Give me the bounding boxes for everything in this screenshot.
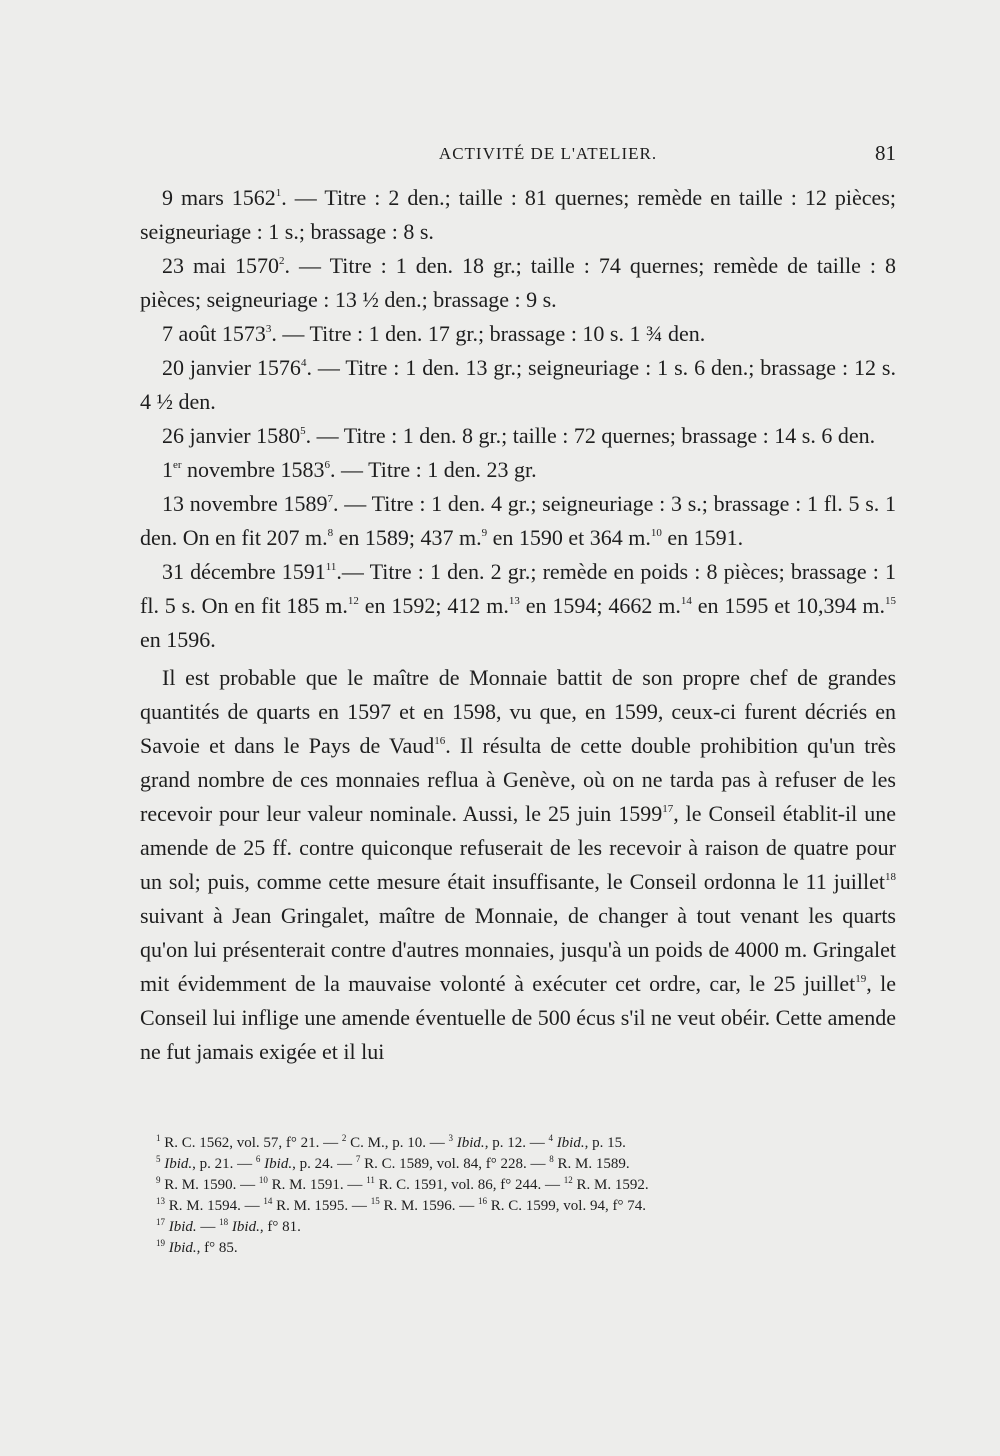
entry-date: 13 novembre 1589 xyxy=(162,491,328,516)
footnote-line xyxy=(156,1238,806,1259)
footnote-number: 13 xyxy=(156,1196,165,1206)
footnote-text: R. M. 1589. xyxy=(553,1156,630,1172)
footnotes xyxy=(156,1133,806,1259)
footnote-text: , p. 24. — xyxy=(292,1156,356,1172)
entry-text: en 1594; 4662 m. xyxy=(519,593,681,618)
footnote-ref: 12 xyxy=(347,595,359,607)
entry-date: 31 décembre 1591 xyxy=(162,559,326,584)
paragraph-text: , le Conseil lui inflige une amende éventuelle de 500 écus s'il ne veut obéir. Cette amende ne fut jamais exigée et il lui xyxy=(140,971,897,1064)
footnote-ref: 7 xyxy=(327,493,333,505)
footnote-ref: 8 xyxy=(327,527,334,539)
entry-text: en 1590 et 364 m. xyxy=(487,525,651,550)
footnote-ref: 9 xyxy=(481,527,488,539)
entry-1583 xyxy=(140,453,896,487)
footnote-text: R. M. 1592. xyxy=(572,1177,649,1193)
running-title: ACTIVITÉ DE L'ATELIER. xyxy=(438,144,658,163)
entry-text: en 1592; 412 m. xyxy=(358,593,509,618)
footnote-ibid: Ibid. xyxy=(165,1240,197,1256)
footnote-ref: 17 xyxy=(662,803,674,815)
footnote-text: , p. 12. — xyxy=(484,1135,549,1151)
footnote-number: 8 xyxy=(549,1154,554,1164)
footnote-ibid: Ibid. xyxy=(260,1156,293,1172)
ordinal-suffix: er xyxy=(173,459,182,471)
footnote-text: , f° 85. xyxy=(196,1240,238,1256)
paragraph-text: suivant à Jean Gringalet, maître de Monnaie, de changer à tout venant les quarts qu'on lui présenterait contre d'autres monnaies, jusqu'à un poids de 4000 m. Gringalet mit évidemment de la mauvaise volonté à exécuter cet ordre, car, le 25 juillet xyxy=(140,903,896,996)
entry-text: . — Titre : 1 den. 8 gr.; taille : 72 quernes; brassage : 14 s. 6 den. xyxy=(305,423,876,448)
entry-date: 23 mai 1570 xyxy=(162,253,279,278)
footnote-ref: 3 xyxy=(265,323,272,335)
entry-day: 1 xyxy=(162,457,173,482)
entry-1573 xyxy=(140,317,896,351)
footnote-ibid: Ibid. xyxy=(552,1135,585,1151)
footnote-ibid: Ibid. xyxy=(165,1219,197,1235)
main-text xyxy=(140,181,896,1069)
footnote-ref: 16 xyxy=(434,735,446,747)
entry-date: novembre 1583 xyxy=(181,457,325,482)
footnote-text: R. M. 1594. — xyxy=(165,1198,264,1214)
footnote-text: R. C. 1589, vol. 84, f° 228. — xyxy=(360,1156,550,1172)
footnote-ref: 19 xyxy=(855,973,867,985)
footnote-ref: 14 xyxy=(680,595,692,607)
footnote-text: — xyxy=(196,1219,220,1235)
footnote-text: R. C. 1591, vol. 86, f° 244. — xyxy=(374,1177,564,1193)
footnote-text: R. C. 1599, vol. 94, f° 74. xyxy=(487,1198,646,1214)
entry-1562 xyxy=(140,181,896,249)
footnote-text: R. C. 1562, vol. 57, f° 21. — xyxy=(160,1135,342,1151)
footnote-number: 17 xyxy=(156,1217,165,1227)
footnote-line xyxy=(156,1133,806,1154)
footnote-text: R. M. 1590. — xyxy=(160,1177,259,1193)
body-paragraph xyxy=(140,661,896,1069)
paragraph-text: Il est probable que le maître de Monnaie battit de son propre chef de grandes quantités de quarts en 1597 et en 1598, vu que, en 1599, ceux-ci furent décriés en Savoie et dans le Pays de Vaud xyxy=(140,665,896,758)
entry-text: en 1596. xyxy=(140,627,216,652)
footnote-ref: 15 xyxy=(885,595,896,607)
entry-text: . — Titre : 1 den. 18 gr.; taille : 74 quernes; remède de taille : 8 pièces; seigneuriage : 13 ½ den.; brassage : 9 s. xyxy=(140,253,896,312)
entry-text: en 1591. xyxy=(661,525,744,550)
page-number: 81 xyxy=(875,141,896,165)
footnote-number: 14 xyxy=(263,1196,273,1206)
footnote-ibid: Ibid. xyxy=(453,1135,485,1151)
footnote-text: , p. 15. xyxy=(584,1135,626,1151)
entry-1576 xyxy=(140,351,896,419)
footnote-ibid: Ibid. xyxy=(228,1219,260,1235)
paragraph-text: . Il résulta de cette double prohibition qu'un très grand nombre de ces monnaies reflua à Genève, où on ne tarda pas à refuser de les recevoir pour leur valeur nominale. Aussi, le 25 juin 1599 xyxy=(140,733,896,826)
footnote-ref: 4 xyxy=(300,357,307,369)
footnote-line xyxy=(156,1217,806,1238)
footnote-ref: 11 xyxy=(325,561,337,573)
footnote-ibid: Ibid. xyxy=(160,1156,193,1172)
footnote-number: 5 xyxy=(156,1154,161,1164)
entry-text: . — Titre : 1 den. 23 gr. xyxy=(330,457,537,482)
footnote-number: 3 xyxy=(448,1133,454,1143)
entry-text: .— Titre : 1 den. 2 gr.; remède en poids : 8 pièces; brassage : 1 fl. 5 s. On en fit 185 m. xyxy=(140,559,896,618)
footnote-number: 19 xyxy=(156,1238,165,1248)
footnote-number: 7 xyxy=(355,1154,361,1164)
footnote-line xyxy=(156,1175,806,1196)
footnote-number: 11 xyxy=(366,1175,375,1185)
footnote-ref: 6 xyxy=(324,459,331,471)
entry-1591 xyxy=(140,555,896,657)
footnote-ref: 2 xyxy=(279,255,285,267)
footnote-ref: 18 xyxy=(885,871,896,883)
entry-text: en 1595 et 10,394 m. xyxy=(691,593,885,618)
footnote-ref: 1 xyxy=(275,187,282,199)
entry-1570 xyxy=(140,249,896,317)
entry-date: 26 janvier 1580 xyxy=(162,423,301,448)
running-head xyxy=(140,141,896,171)
footnote-text: C. M., p. 10. — xyxy=(346,1135,449,1151)
footnote-number: 15 xyxy=(370,1196,380,1206)
footnote-number: 2 xyxy=(341,1133,347,1143)
footnote-text: R. M. 1596. — xyxy=(379,1198,479,1214)
entry-1580 xyxy=(140,419,896,453)
entry-date: 20 janvier 1576 xyxy=(162,355,301,380)
entry-text: . — Titre : 1 den. 17 gr.; brassage : 10 s. 1 ¾ den. xyxy=(271,321,706,346)
footnote-number: 4 xyxy=(548,1133,553,1143)
footnote-ref: 13 xyxy=(508,595,520,607)
paragraph-text: , le Conseil établit-il une amende de 25 ff. contre quiconque refuserait de les recevoir à raison de quatre pour un sol; puis, comme cette mesure était insuffisante, le Conseil ordonna le 11 juillet xyxy=(140,801,896,894)
footnote-number: 6 xyxy=(255,1154,261,1164)
entry-date: 7 août 1573 xyxy=(162,321,266,346)
footnote-text: , p. 21. — xyxy=(192,1156,256,1172)
footnote-text: R. M. 1591. — xyxy=(267,1177,367,1193)
entry-text: en 1589; 437 m. xyxy=(333,525,482,550)
footnote-line xyxy=(156,1154,806,1175)
footnote-ref: 10 xyxy=(650,527,662,539)
entry-text: . — Titre : 2 den.; taille : 81 quernes; remède en taille : 12 pièces; seigneuriage : 1 s.; brassage : 8 s. xyxy=(140,185,896,244)
entry-date: 9 mars 1562 xyxy=(162,185,276,210)
entry-text: . — Titre : 1 den. 13 gr.; seigneuriage : 1 s. 6 den.; brassage : 12 s. 4 ½ den. xyxy=(140,355,896,414)
footnote-text: , f° 81. xyxy=(259,1219,301,1235)
footnote-number: 12 xyxy=(563,1175,573,1185)
footnote-number: 18 xyxy=(219,1217,229,1227)
footnote-number: 9 xyxy=(156,1175,161,1185)
entry-text: . — Titre : 1 den. 4 gr.; seigneuriage : 3 s.; brassage : 1 fl. 5 s. 1 den. On en fit 207 m. xyxy=(140,491,897,550)
entry-1589 xyxy=(140,487,896,555)
footnote-line xyxy=(156,1196,806,1217)
footnote-text: R. M. 1595. — xyxy=(272,1198,371,1214)
footnote-number: 16 xyxy=(478,1196,488,1206)
footnote-number: 10 xyxy=(258,1175,268,1185)
footnote-number: 1 xyxy=(156,1133,161,1143)
footnote-ref: 5 xyxy=(300,425,306,437)
